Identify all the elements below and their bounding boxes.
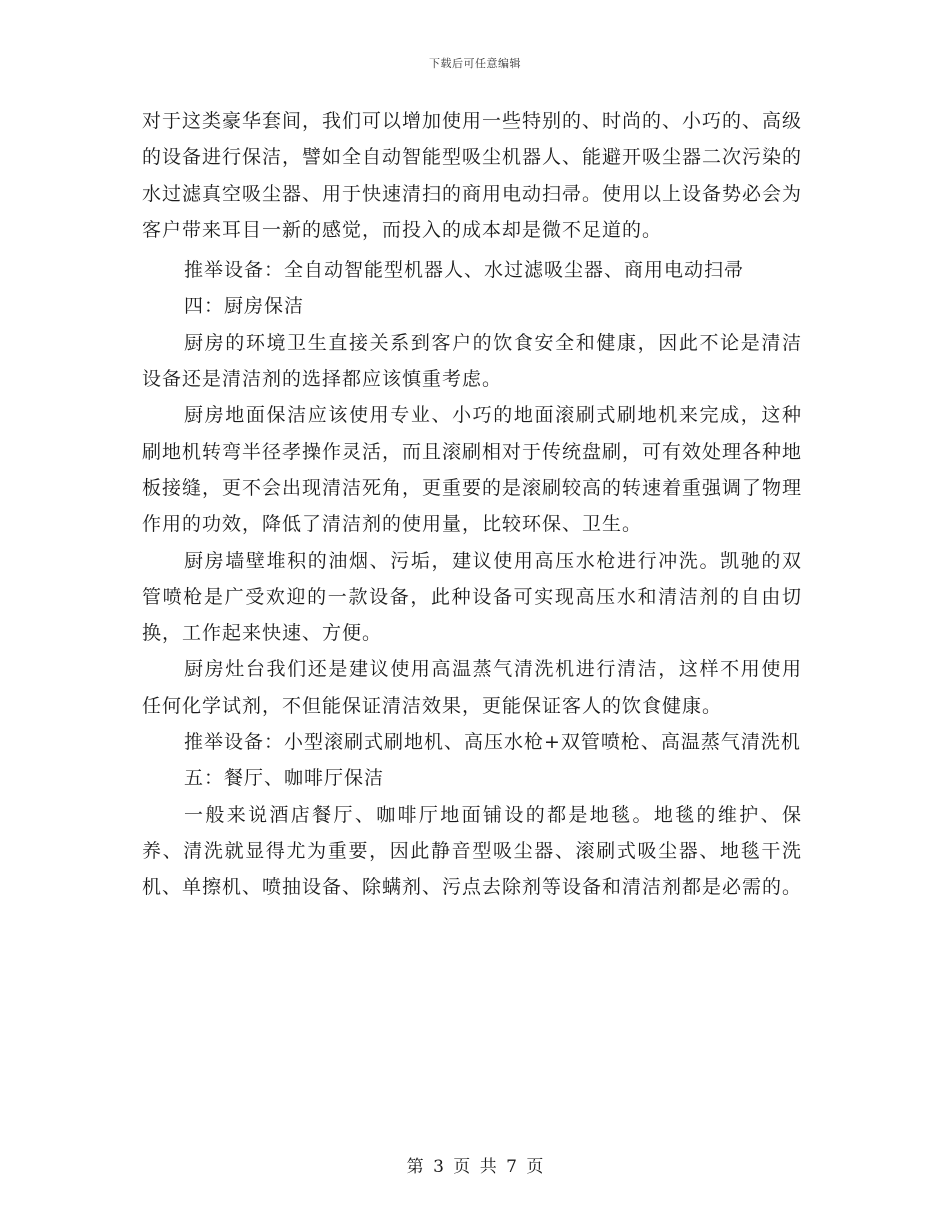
document-body — [142, 103, 802, 906]
paragraph-kitchen-floor: 厨房地面保洁应该使用专业、小巧的地面滚刷式刷地机来完成，这种刷地机转弯半径孝操作灵活，而且滚刷相对于传统盘刷，可有效处理各种地板接缝，更不会出现清洁死角，更重要的是滚刷较高的转速着重强调了物理作用的功效，降低了清洁剂的使用量，比较环保、卫生。 — [142, 404, 803, 536]
paragraph-restaurant-carpet: 一般来说酒店餐厅、咖啡厅地面铺设的都是地毯。地毯的维护、保养、清洗就显得尤为重要，因此静音型吸尘器、滚刷式吸尘器、地毯干洗机、单擦机、喷抽设备、除螨剂、污点去除剂等设备和清洁剂都是必需的。 — [142, 803, 803, 899]
page-number: 第 3 页 共 7 页 — [406, 1157, 544, 1177]
paragraph-recommended-equipment-suite: 推举设备：全自动智能型机器人、水过滤吸尘器、商用电动扫帚 — [184, 259, 745, 282]
paragraph-recommended-equipment-kitchen: 推举设备：小型滚刷式刷地机、高压水枪+双管喷枪、高温蒸气清洗机 — [184, 731, 801, 754]
section-heading-kitchen: 四：厨房保洁 — [184, 295, 305, 318]
page-header: 下载后可任意编辑 — [429, 57, 521, 70]
section-heading-restaurant: 五：餐厅、咖啡厅保洁 — [184, 767, 385, 790]
paragraph-kitchen-hygiene: 厨房的环境卫生直接关系到客户的饮食安全和健康，因此不论是清洁设备还是清洁剂的选择都应该慎重考虑。 — [142, 331, 802, 391]
paragraph-kitchen-wall: 厨房墙壁堆积的油烟、污垢，建议使用高压水枪进行冲洗。凯驰的双管喷枪是广受欢迎的一款设备，此种设备可实现高压水和清洁剂的自由切换，工作起来快速、方便。 — [142, 549, 802, 645]
paragraph-luxury-suite: 对于这类豪华套间，我们可以增加使用一些特别的、时尚的、小巧的、高级的设备进行保洁，譬如全自动智能型吸尘机器人、能避开吸尘器二次污染的水过滤真空吸尘器、用于快速清扫的商用电动扫帚。使用以上设备势必会为客户带来耳目一新的感觉，而投入的成本却是微不足道的。 — [142, 110, 803, 241]
paragraph-kitchen-stove: 厨房灶台我们还是建议使用高温蒸气清洗机进行清洁，这样不用使用任何化学试剂，不但能保证清洁效果，更能保证客人的饮食健康。 — [142, 658, 802, 717]
